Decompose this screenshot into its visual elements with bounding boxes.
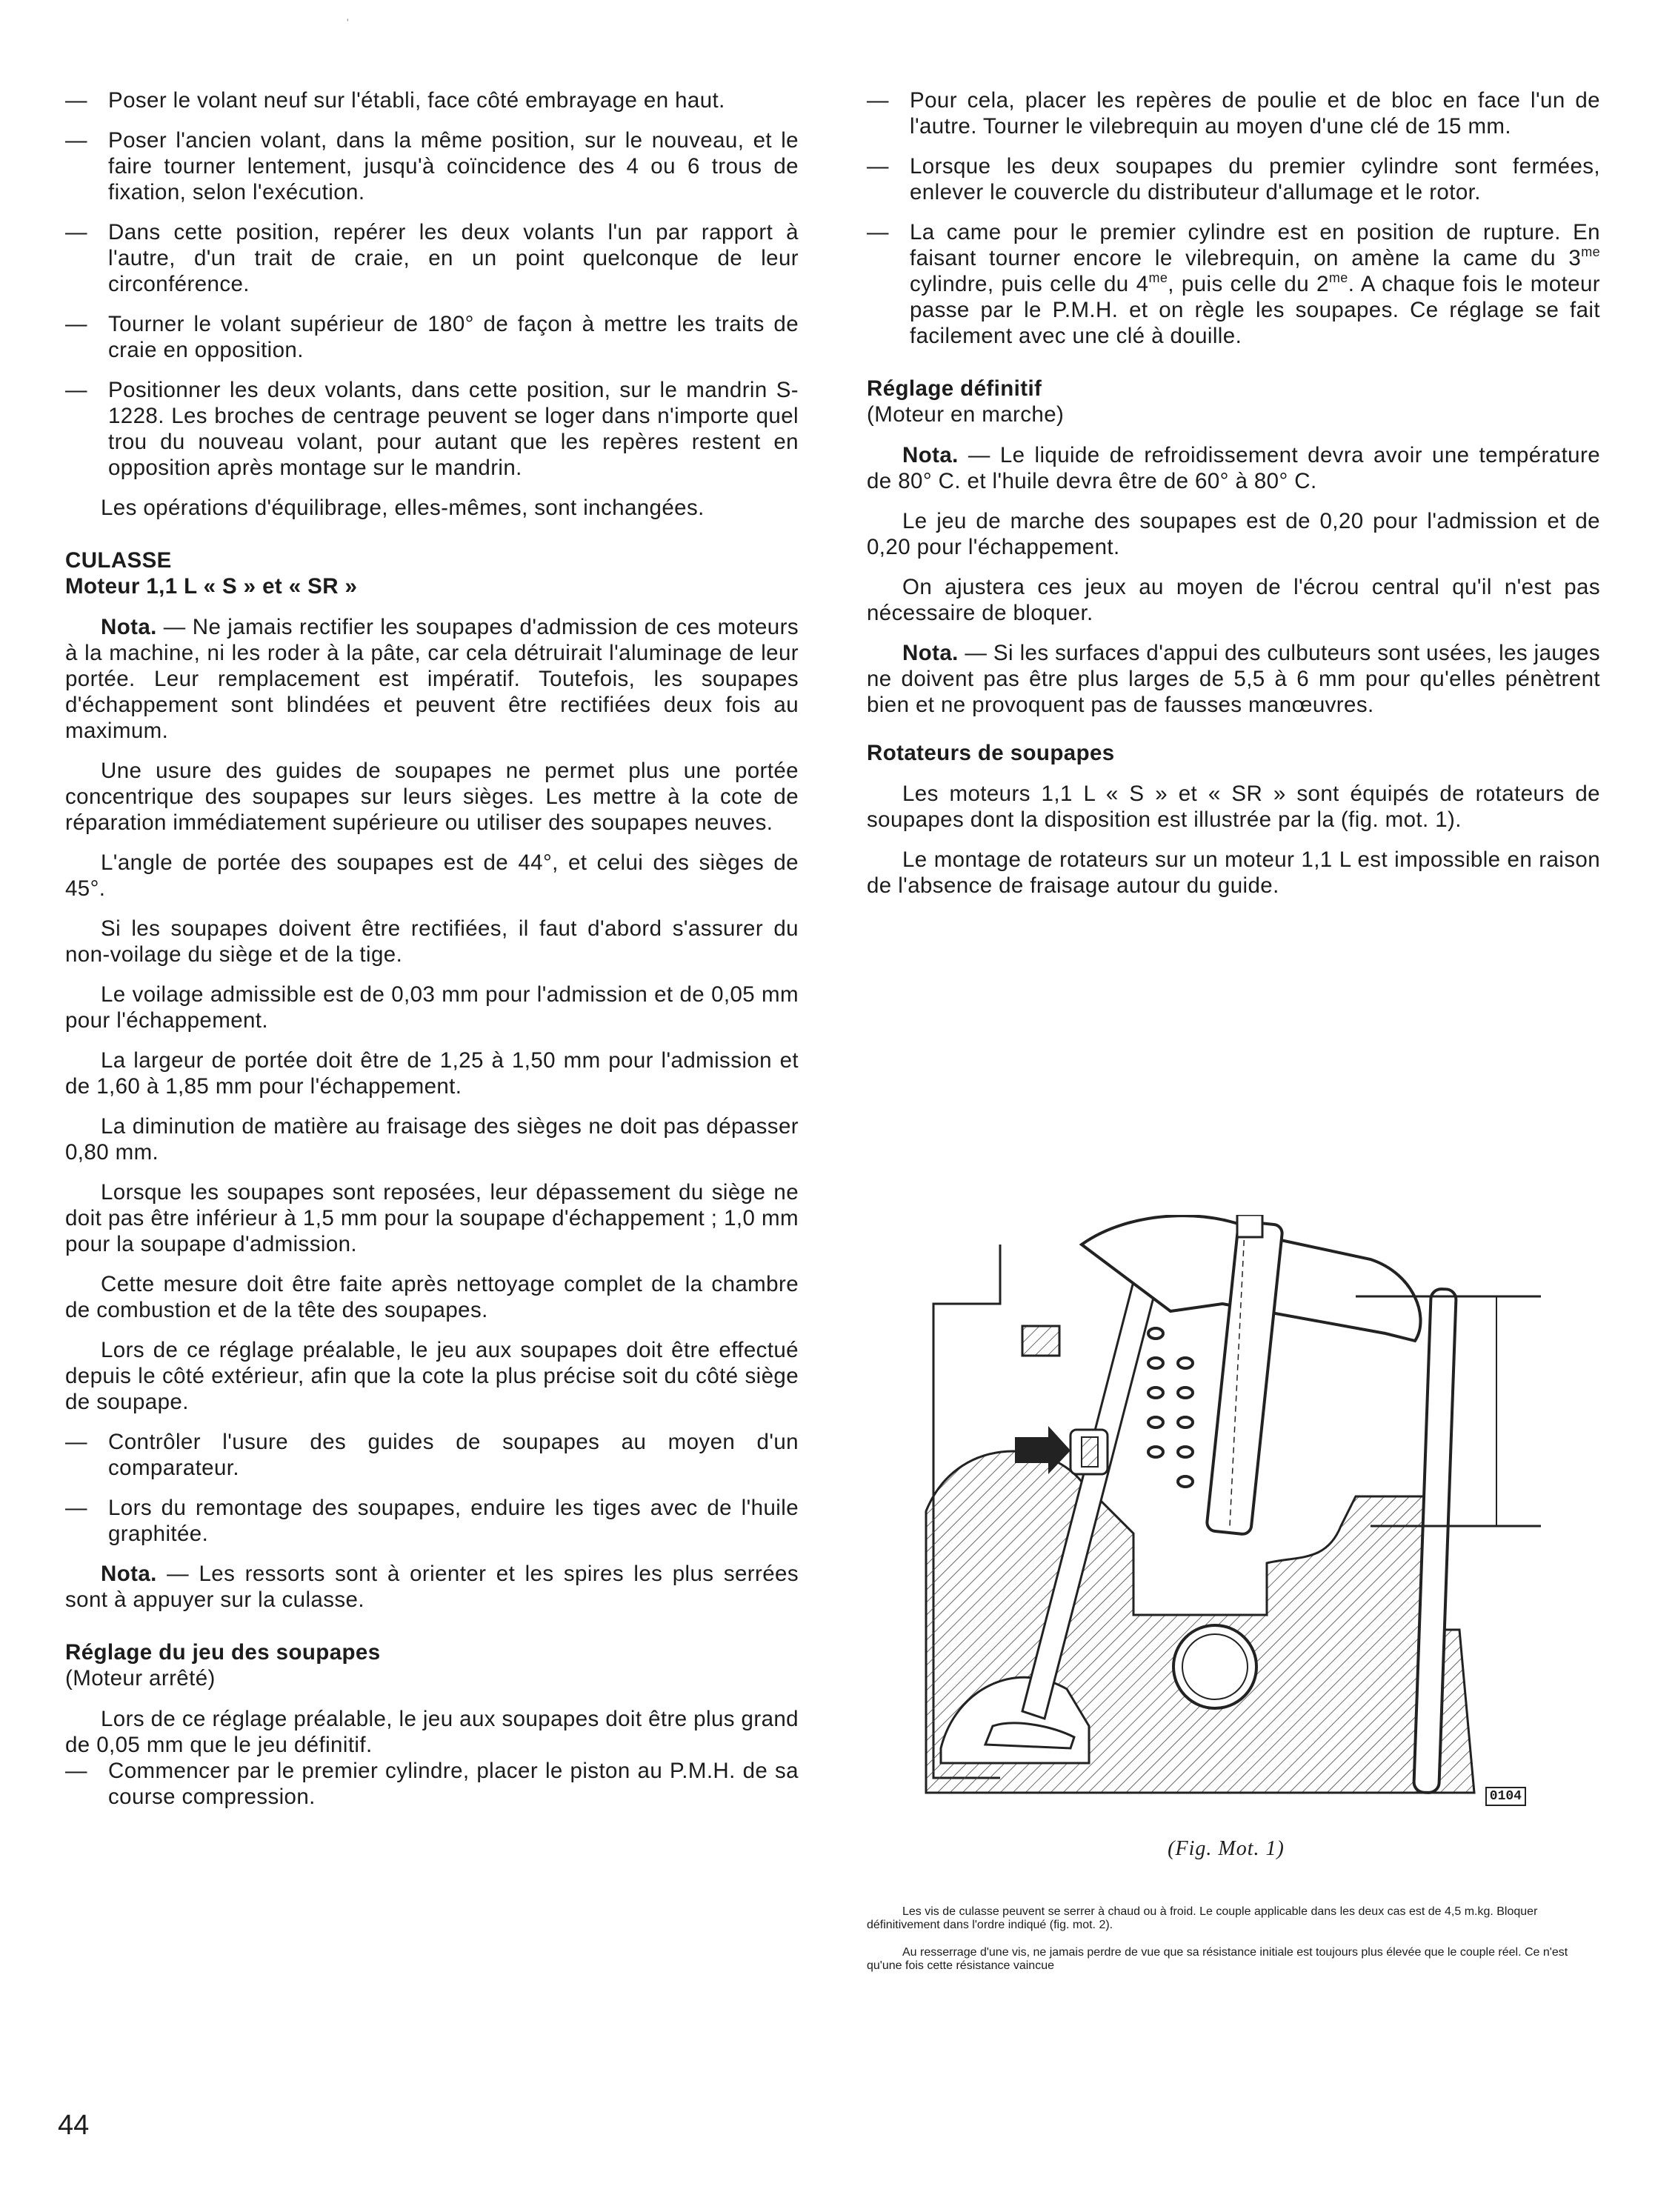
corner-mark: ' <box>347 16 349 28</box>
figure-valve-rotator <box>911 1215 1541 1808</box>
nota-label: Nota. <box>902 443 959 467</box>
section-subtitle-moteur-arrete: (Moteur arrêté) <box>65 1666 216 1690</box>
paragraph: La diminution de matière au fraisage des sièges ne doit pas dépasser 0,80 mm. <box>65 1114 799 1165</box>
paragraph: Le voilage admissible est de 0,03 mm pour l'admission et de 0,05 mm pour l'échappement. <box>65 982 799 1033</box>
section-title-reglage: Réglage du jeu des soupapes <box>65 1640 381 1665</box>
nota-paragraph <box>867 640 1600 718</box>
text-run: . A chaque fois le moteur passe par le P.M.H. et on règle les soupapes. Ce réglage se fait facilement avec une clé à douille. <box>910 272 1601 348</box>
step-item: — Poser l'ancien volant, dans la même position, sur le nouveau, et le faire tourner lentement, jusqu'à coïncidence des 4 ou 6 trous de fixation, selon l'exécution. <box>65 127 799 205</box>
ordinal-sup: me <box>1328 270 1348 285</box>
paragraph: Si les soupapes doivent être rectifiées, il faut d'abord s'assurer du non-voilage du siège et de la tige. <box>65 916 799 967</box>
paragraph: Le montage de rotateurs sur un moteur 1,1 L est impossible en raison de l'absence de fraisage autour du guide. <box>867 847 1600 898</box>
step-item: — Tourner le volant supérieur de 180° de façon à mettre les traits de craie en opposition. <box>65 311 799 363</box>
text-run: cylindre, puis celle du 4 <box>910 272 1149 296</box>
paragraph: Les vis de culasse peuvent se serrer à chaud ou à froid. Le couple applicable dans les deux cas est de 4,5 m.kg. Bloquer définitivement dans l'ordre indiqué (fig. mot. 2). <box>867 1905 1538 1931</box>
section-subtitle-moteur-en-marche: (Moteur en marche) <box>867 402 1065 427</box>
paragraph: Lors de ce réglage préalable, le jeu aux soupapes doit être plus grand de 0,05 mm que le jeu définitif. <box>65 1707 799 1757</box>
paragraph: Les moteurs 1,1 L « S » et « SR » sont équipés de rotateurs de soupapes dont la disposition est illustrée par la (fig. mot. 1). <box>867 782 1600 832</box>
ordinal-sup: me <box>1581 244 1600 259</box>
step-item: — Pour cela, placer les repères de poulie et de bloc en face l'un de l'autre. Tourner le vilebrequin au moyen d'une clé de 15 mm. <box>867 87 1600 139</box>
right-column-lower <box>867 1905 1600 1973</box>
paragraph: Le jeu de marche des soupapes est de 0,20 pour l'admission et de 0,20 pour l'échappement. <box>867 509 1600 559</box>
paragraph: Les opérations d'équilibrage, elles-mêmes, sont inchangées. <box>101 496 705 520</box>
paragraph: L'angle de portée des soupapes est de 44°, et celui des sièges de 45°. <box>65 850 799 901</box>
paragraph: Lorsque les soupapes sont reposées, leur dépassement du siège ne doit pas être inférieur à 1,5 mm pour la soupape d'échappement ; 1,0 mm pour la soupape d'admission. <box>65 1180 799 1256</box>
section-title-rotateurs: Rotateurs de soupapes <box>867 741 1115 765</box>
nota-label: Nota. <box>101 615 157 639</box>
text-run: , puis celle du 2 <box>1168 272 1329 296</box>
step-item: — Commencer par le premier cylindre, placer le piston au P.M.H. de sa course compression. <box>65 1758 799 1810</box>
nota-paragraph <box>65 614 799 744</box>
nota-label: Nota. <box>101 1562 157 1586</box>
step-item <box>867 219 1600 349</box>
step-item: — Lors du remontage des soupapes, enduire les tiges avec de l'huile graphitée. <box>65 1495 799 1547</box>
step-item: — Positionner les deux volants, dans cette position, sur le mandrin S-1228. Les broches de centrage peuvent se loger dans n'importe quel trou du nouveau volant, pour autant que les repères restent en opposition après montage sur le mandrin. <box>65 377 799 481</box>
nota-paragraph <box>65 1561 799 1613</box>
section-title-reglage-definitif: Réglage définitif <box>867 376 1042 401</box>
paragraph: Cette mesure doit être faite après nettoyage complet de la chambre de combustion et de la tête des soupapes. <box>65 1272 799 1322</box>
nota-paragraph <box>867 442 1600 494</box>
nota-label: Nota. <box>902 641 959 665</box>
section-subtitle-moteur: Moteur 1,1 L « S » et « SR » <box>65 574 358 599</box>
paragraph: Lors de ce réglage préalable, le jeu aux soupapes doit être effectué depuis le côté extérieur, afin que la cote la plus précise soit du côté siège de soupape. <box>65 1338 799 1414</box>
figure-code-label: 0104 <box>1485 1787 1526 1806</box>
step-item: — Contrôler l'usure des guides de soupapes au moyen d'un comparateur. <box>65 1429 799 1481</box>
paragraph: On ajustera ces jeux au moyen de l'écrou central qu'il n'est pas nécessaire de bloquer. <box>867 575 1600 625</box>
nota-text: — Si les surfaces d'appui des culbuteurs sont usées, les jauges ne doivent pas être plus larges de 5,5 à 6 mm pour qu'elles pénètrent bien et ne provoquent pas de fausses manœuvres. <box>867 641 1600 717</box>
text-run: La came pour le premier cylindre est en position de rupture. En faisant tourner encore le vilebrequin, on amène la came du 3 <box>910 220 1600 270</box>
valve-cross-section-drawing <box>911 1215 1541 1808</box>
paragraph: Au resserrage d'une vis, ne jamais perdre de vue que sa résistance initiale est toujours plus élevée que le couple réel. Ce n'est qu'une fois cette résistance vaincue <box>867 1946 1568 1972</box>
paragraph: Une usure des guides de soupapes ne permet plus une portée concentrique des soupapes sur leurs sièges. Les mettre à la cote de réparation immédiatement supérieure ou utiliser des soupapes neuves. <box>65 759 799 835</box>
step-item: — Poser le volant neuf sur l'établi, face côté embrayage en haut. <box>65 87 799 113</box>
figure-caption: (Fig. Mot. 1) <box>1168 1837 1285 1860</box>
nota-text: — Le liquide de refroidissement devra avoir une température de 80° C. et l'huile devra être de 60° à 80° C. <box>867 443 1600 493</box>
ordinal-sup: me <box>1148 270 1168 285</box>
page-number: 44 <box>58 2110 90 2141</box>
nota-text: — Les ressorts sont à orienter et les spires les plus serrées sont à appuyer sur la culasse. <box>65 1562 799 1612</box>
left-column <box>65 87 799 1810</box>
paragraph: La largeur de portée doit être de 1,25 à 1,50 mm pour l'admission et de 1,60 à 1,85 mm pour l'échappement. <box>65 1048 799 1099</box>
step-item: — Lorsque les deux soupapes du premier cylindre sont fermées, enlever le couvercle du distributeur d'allumage et le rotor. <box>867 153 1600 205</box>
step-item: — Dans cette position, repérer les deux volants l'un par rapport à l'autre, d'un trait de craie, en un point quelconque de leur circonférence. <box>65 219 799 297</box>
nota-text: — Ne jamais rectifier les soupapes d'admission de ces moteurs à la machine, ni les roder à la pâte, car cela détruirait l'aluminage de leur portée. Leur remplacement est impératif. Toutefois, les soupapes d'échappement sont blindées et peuvent être rectifiées deux fois au maximum. <box>65 615 799 743</box>
section-title-culasse: CULASSE <box>65 548 172 573</box>
right-column <box>867 87 1600 899</box>
